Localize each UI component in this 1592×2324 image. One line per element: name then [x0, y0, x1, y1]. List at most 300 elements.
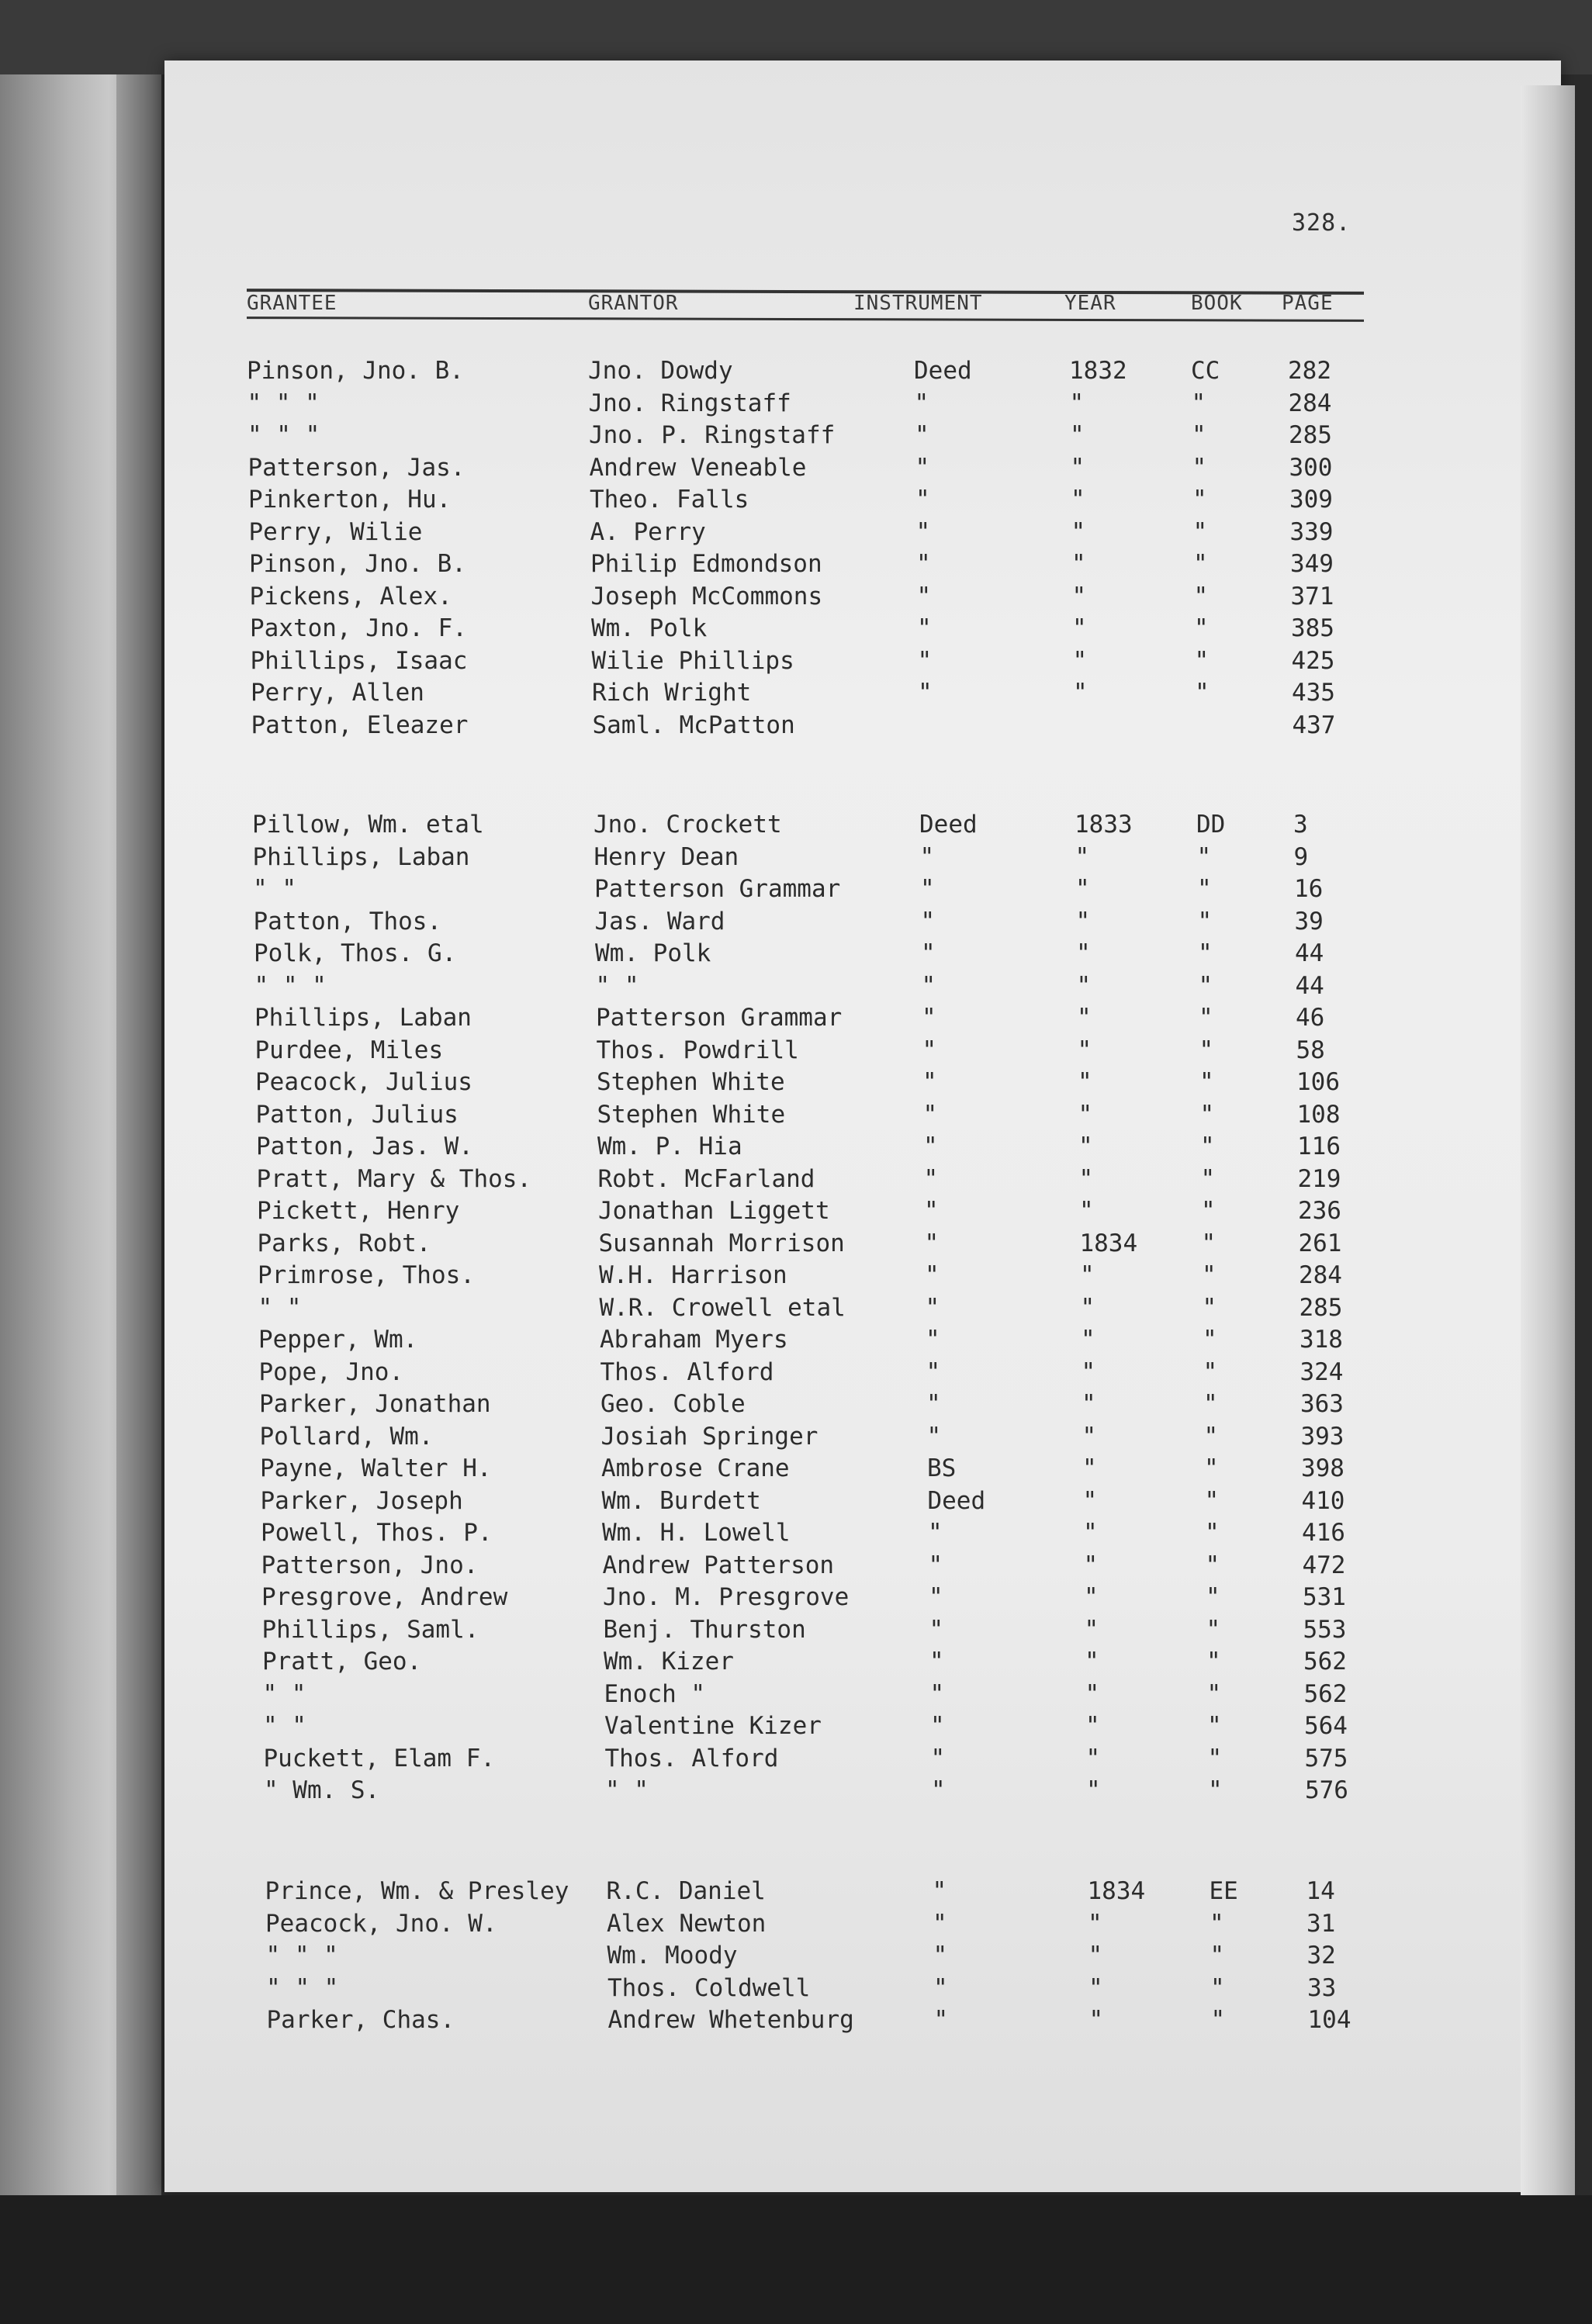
year-cell: " [1078, 1100, 1093, 1129]
header-year: YEAR [1064, 292, 1116, 315]
instrument-cell: " [928, 1551, 943, 1579]
grantor-cell: Rich Wright [591, 679, 752, 707]
instrument-cell: " [925, 1293, 940, 1322]
grantor-cell: Saml. McPatton [592, 711, 795, 739]
grantee-cell: Puckett, Elam F. [263, 1744, 496, 1772]
table-row [16, 1680, 1381, 1713]
grantor-cell: Patterson Grammar [594, 875, 841, 903]
instrument-cell: " [930, 1776, 946, 1804]
header-instrument: INSTRUMENT [853, 292, 983, 315]
instrument-cell: " [915, 453, 930, 482]
book-cell: " [1202, 1293, 1217, 1322]
book-cell: " [1192, 486, 1207, 514]
grantor-cell: Stephen White [597, 1068, 785, 1096]
page-cell: 32 [1306, 1942, 1336, 1970]
book-cell: " [1203, 1454, 1219, 1482]
grantee-cell: " " " [266, 1973, 339, 2002]
page-cell: 575 [1304, 1744, 1348, 1772]
year-cell: " [1078, 1133, 1093, 1160]
grantee-cell: " " [262, 1679, 306, 1708]
year-cell: " [1071, 550, 1086, 578]
instrument-cell: " [927, 1519, 943, 1547]
grantor-cell: Philip Edmondson [590, 550, 822, 578]
book-cell: " [1198, 971, 1213, 1000]
page-cell: 44 [1295, 939, 1324, 967]
grantee-cell: Parks, Robt. [257, 1229, 431, 1257]
year-cell: " [1083, 1583, 1099, 1611]
book-cell: " [1202, 1326, 1217, 1354]
instrument-cell: " [921, 971, 936, 1000]
grantee-cell: " " [253, 875, 297, 903]
grantee-cell: Parker, Joseph [260, 1486, 463, 1515]
page-cell: 576 [1304, 1776, 1348, 1804]
grantor-cell: Thos. Alford [600, 1357, 774, 1386]
page-cell: 562 [1303, 1679, 1348, 1708]
table-row [14, 1551, 1379, 1584]
page-cell: 435 [1291, 679, 1335, 707]
page-cell: 564 [1303, 1712, 1348, 1740]
year-cell: " [1075, 842, 1090, 871]
grantor-cell: Wm. Burdett [601, 1486, 761, 1515]
book-cell: " [1204, 1519, 1220, 1547]
grantee-cell: Peacock, Jno. W. [265, 1909, 497, 1938]
grantor-cell: Jno. P. Ringstaff [588, 421, 836, 449]
grantor-cell: Andrew Patterson [602, 1551, 835, 1579]
table-row [2, 486, 1367, 518]
grantee-cell: Pickens, Alex. [249, 582, 452, 610]
book-cell: " [1197, 875, 1212, 903]
grantor-cell: " " [595, 971, 639, 1000]
page-cell: 284 [1298, 1261, 1342, 1289]
book-cell: " [1200, 1164, 1216, 1193]
page-cell: 339 [1289, 517, 1334, 546]
year-cell: " [1082, 1519, 1098, 1547]
page-cell: 324 [1300, 1357, 1344, 1386]
instrument-cell: " [916, 582, 932, 610]
year-cell: " [1079, 1261, 1095, 1289]
header-grantor: GRANTOR [588, 292, 679, 315]
instrument-cell: " [923, 1164, 939, 1193]
year-cell: " [1077, 1004, 1092, 1032]
grantee-cell: " " " [247, 389, 320, 417]
table-row [2, 518, 1367, 551]
instrument-cell: " [929, 1679, 945, 1708]
book-cell: " [1206, 1615, 1221, 1644]
year-cell: " [1080, 1293, 1095, 1322]
grantor-cell: Jonathan Liggett [597, 1197, 830, 1225]
table-row [9, 1133, 1375, 1165]
grantor-cell: W.H. Harrison [598, 1261, 787, 1289]
grantor-cell: Theo. Falls [589, 486, 749, 514]
year-cell: " [1076, 971, 1092, 1000]
page-cell: 285 [1288, 421, 1332, 449]
book-cell: " [1210, 1942, 1225, 1970]
table-row [9, 1101, 1375, 1133]
instrument-cell: " [922, 1004, 936, 1032]
table-row [16, 1712, 1382, 1745]
grantee-cell: Patterson, Jas. [247, 453, 465, 482]
grantor-cell: Andrew Veneable [589, 453, 807, 482]
grantee-cell: " " " [247, 421, 320, 449]
grantee-cell: Purdee, Miles [254, 1036, 444, 1064]
instrument-cell: " [920, 875, 935, 903]
table-row [6, 843, 1372, 876]
book-cell: " [1191, 421, 1206, 449]
page-cell: 398 [1300, 1454, 1345, 1482]
year-cell: " [1077, 1036, 1092, 1064]
year-cell: 1833 [1075, 811, 1133, 839]
page-cell: 284 [1288, 389, 1332, 417]
book-cell: " [1207, 1776, 1223, 1804]
table-row [19, 1877, 1384, 1910]
table-row [1, 454, 1366, 486]
book-cell: " [1193, 582, 1209, 610]
year-cell: " [1085, 1712, 1100, 1740]
grantee-cell: Perry, Wilie [248, 517, 423, 546]
instrument-cell: " [928, 1583, 943, 1611]
table-row [13, 1487, 1379, 1520]
grantee-cell: Parker, Chas. [266, 2006, 455, 2034]
page-cell: 562 [1303, 1648, 1347, 1676]
grantee-cell: Phillips, Laban [252, 842, 470, 871]
book-cell: " [1203, 1357, 1218, 1386]
instrument-cell: " [922, 1100, 938, 1129]
grantee-cell: Powell, Thos. P. [260, 1519, 493, 1547]
table-row [7, 908, 1372, 940]
year-cell: " [1085, 1744, 1101, 1772]
grantee-cell: Patton, Julius [255, 1100, 459, 1129]
page-cell: 425 [1291, 646, 1335, 675]
book-cell: EE [1209, 1877, 1238, 1905]
year-cell: " [1081, 1357, 1096, 1386]
grantee-cell: Polk, Thos. G. [254, 939, 457, 967]
grantor-cell: Wm. Polk [595, 939, 711, 967]
table-row [16, 1745, 1382, 1777]
table-row [9, 1036, 1374, 1069]
table-row [11, 1261, 1376, 1294]
grantor-cell: Abraham Myers [599, 1326, 788, 1354]
year-cell: " [1078, 1197, 1094, 1225]
instrument-cell: " [919, 842, 935, 871]
table-row [15, 1583, 1380, 1616]
year-cell: " [1069, 389, 1085, 417]
book-cell: " [1206, 1679, 1222, 1708]
table-row [8, 972, 1373, 1005]
book-cell: " [1200, 1133, 1215, 1160]
page-cell: 14 [1306, 1877, 1335, 1905]
table-row [19, 1942, 1385, 1974]
instrument-cell: " [914, 389, 929, 417]
table-row [9, 1068, 1374, 1101]
book-cell: " [1201, 1261, 1216, 1289]
year-cell: " [1072, 646, 1088, 675]
book-cell: " [1196, 842, 1212, 871]
year-cell: " [1080, 1326, 1095, 1354]
year-cell: " [1075, 907, 1091, 935]
table-row [4, 711, 1369, 744]
instrument-cell: " [916, 614, 932, 642]
page-cell: 416 [1301, 1519, 1345, 1547]
instrument-cell: " [929, 1615, 944, 1644]
grantor-cell: Thos. Alford [604, 1744, 779, 1772]
grantor-cell: Wm. P. Hia [597, 1133, 742, 1160]
year-cell: " [1084, 1648, 1099, 1676]
instrument-cell: " [929, 1712, 945, 1740]
instrument-cell: " [930, 1744, 946, 1772]
table-row [7, 939, 1372, 972]
grantor-cell: Wilie Phillips [591, 646, 794, 675]
book-cell: " [1193, 614, 1209, 642]
year-cell: 1834 [1087, 1877, 1146, 1905]
book-cell: " [1210, 1909, 1224, 1938]
page-cell: 3 [1293, 811, 1308, 839]
table-row [9, 1165, 1375, 1198]
book-cell: " [1198, 939, 1213, 967]
year-cell: " [1070, 453, 1085, 482]
grantee-cell: Pinson, Jno. B. [247, 357, 464, 385]
year-cell: " [1081, 1390, 1096, 1418]
instrument-cell: " [932, 1877, 947, 1905]
grantor-cell: Valentine Kizer [604, 1712, 822, 1740]
instrument-cell: " [917, 679, 933, 707]
book-cell: " [1203, 1390, 1218, 1418]
instrument-cell: " [922, 1036, 937, 1064]
instrument-cell: Deed [919, 811, 978, 839]
page-cell: 371 [1290, 582, 1334, 610]
grantee-cell: Prince, Wm. & Presley [265, 1877, 569, 1905]
book-cell: " [1205, 1551, 1220, 1579]
table-row [12, 1326, 1377, 1358]
instrument-cell: " [933, 1909, 947, 1938]
table-row [10, 1229, 1376, 1262]
instrument-cell: " [921, 939, 936, 967]
instrument-cell: " [922, 1068, 937, 1096]
instrument-cell: " [923, 1197, 939, 1225]
grantee-cell: Pinkerton, Hu. [247, 486, 452, 514]
page-cell: 285 [1299, 1293, 1343, 1322]
instrument-cell: Deed [914, 357, 972, 385]
grantor-cell: A. Perry [590, 517, 706, 546]
table-row [14, 1519, 1379, 1551]
page-cell: 318 [1299, 1326, 1343, 1354]
instrument-cell: " [915, 550, 931, 578]
grantor-cell: Thos. Coldwell [607, 1973, 811, 2002]
book-cell: " [1191, 389, 1206, 417]
table-row [17, 1776, 1383, 1809]
page-cell: 282 [1288, 357, 1331, 385]
page-cell: 393 [1300, 1422, 1345, 1451]
grantee-cell: Pickett, Henry [256, 1197, 460, 1225]
year-cell: " [1075, 875, 1090, 903]
table-row [11, 1294, 1376, 1326]
grantor-cell: Andrew Whetenburg [607, 2006, 854, 2034]
book-cell: " [1199, 1100, 1215, 1129]
book-cell: " [1205, 1583, 1220, 1611]
grantor-cell: Wm. Kizer [603, 1648, 734, 1676]
instrument-cell: " [926, 1390, 941, 1418]
year-cell: " [1085, 1776, 1101, 1804]
book-cell: " [1199, 1068, 1214, 1096]
page-cell: 44 [1295, 971, 1324, 1000]
table-row [13, 1454, 1379, 1487]
page-cell: 410 [1301, 1486, 1345, 1515]
instrument-cell: " [926, 1422, 942, 1451]
book-cell: " [1206, 1648, 1221, 1676]
grantee-cell: Primrose, Thos. [257, 1261, 475, 1289]
book-cell: " [1206, 1712, 1222, 1740]
page-cell: 46 [1296, 1004, 1325, 1032]
grantor-cell: Stephen White [597, 1100, 786, 1129]
page-cell: 531 [1302, 1583, 1346, 1611]
book-cell: " [1204, 1486, 1220, 1515]
page-cell: 33 [1307, 1973, 1337, 2002]
grantor-cell: Benj. Thurston [603, 1615, 806, 1644]
table-row [0, 389, 1365, 422]
book-cell: " [1199, 1004, 1213, 1032]
table-row [16, 1648, 1381, 1680]
grantor-cell: Susannah Morrison [598, 1229, 845, 1257]
table-row [2, 550, 1368, 583]
grantee-cell: Pratt, Mary & Thos. [256, 1164, 532, 1193]
page-cell: 385 [1290, 614, 1334, 642]
year-cell: 1832 [1069, 357, 1127, 385]
book-cell: " [1197, 907, 1213, 935]
grantor-cell: Wm. H. Lowell [601, 1519, 791, 1547]
year-cell: " [1088, 1942, 1103, 1970]
grantee-cell: Phillips, Saml. [261, 1615, 479, 1644]
instrument-cell: " [917, 646, 933, 675]
year-cell: " [1085, 1679, 1100, 1708]
page-cell: 31 [1306, 1909, 1336, 1938]
grantee-cell: Pollard, Wm. [259, 1422, 434, 1451]
grantee-cell: Patton, Eleazer [251, 711, 469, 739]
instrument-cell: " [924, 1261, 940, 1289]
grantor-cell: " " [604, 1776, 649, 1804]
book-cell: CC [1191, 357, 1220, 385]
table-row [12, 1390, 1378, 1423]
table-row [5, 811, 1371, 843]
grantee-cell: Pinson, Jno. B. [248, 550, 466, 578]
book-cell: " [1192, 517, 1208, 546]
instrument-cell: BS [926, 1454, 957, 1482]
table-row [4, 679, 1369, 711]
grantor-cell: Jno. Dowdy [588, 357, 733, 385]
grantee-cell: Perry, Allen [250, 679, 424, 707]
grantee-cell: Patton, Jas. W. [256, 1133, 473, 1160]
table-row [19, 1974, 1385, 2007]
page-cell: 363 [1300, 1390, 1344, 1418]
grantee-cell: " Wm. S. [263, 1776, 380, 1804]
grantee-cell: " " [262, 1712, 306, 1740]
grantee-cell: Patton, Thos. [253, 907, 442, 935]
book-cell: " [1194, 646, 1210, 675]
grantor-cell: Jno. M. Presgrove [602, 1583, 850, 1611]
book-cell: " [1192, 550, 1208, 578]
grantee-cell: Peacock, Julius [255, 1068, 472, 1096]
page-cell: 39 [1294, 907, 1324, 935]
table-row [6, 875, 1372, 908]
year-cell: " [1088, 1909, 1102, 1938]
year-cell: " [1082, 1454, 1097, 1482]
year-cell: " [1082, 1486, 1098, 1515]
grantee-cell: " " [258, 1293, 302, 1322]
grantee-cell: Phillips, Laban [254, 1004, 472, 1032]
page-cell: 9 [1293, 842, 1309, 871]
instrument-cell: " [933, 1942, 948, 1970]
grantor-cell: Wm. Polk [590, 614, 708, 642]
grantor-cell: W.R. Crowell etal [599, 1293, 846, 1322]
year-cell: " [1071, 517, 1086, 546]
header-grantee: GRANTEE [247, 292, 337, 315]
grantee-cell: Pope, Jno. [258, 1357, 404, 1386]
year-cell: " [1078, 1068, 1092, 1096]
book-cell: DD [1196, 811, 1226, 839]
instrument-cell: " [929, 1648, 944, 1676]
grantor-cell: Joseph McCommons [590, 582, 823, 610]
page-cell: 236 [1297, 1197, 1341, 1225]
grantee-cell: " " " [254, 971, 327, 1000]
page-cell: 261 [1298, 1229, 1342, 1257]
grantor-cell: R.C. Daniel [606, 1877, 766, 1905]
grantee-cell: " " " [265, 1942, 338, 1970]
page-cell: 108 [1296, 1100, 1341, 1129]
instrument-cell: " [923, 1133, 938, 1160]
table-row [19, 1910, 1384, 1942]
book-cell: " [1207, 1744, 1223, 1772]
grantee-cell: Payne, Walter H. [259, 1454, 492, 1482]
table-row [3, 614, 1369, 647]
year-cell: " [1071, 614, 1087, 642]
page-cell: 553 [1303, 1615, 1347, 1644]
year-cell: " [1088, 2006, 1104, 2034]
instrument-cell: Deed [927, 1486, 986, 1515]
year-cell: 1834 [1079, 1229, 1138, 1257]
book-cell: " [1192, 453, 1207, 482]
page-cell: 116 [1297, 1133, 1341, 1160]
grantor-cell: Josiah Springer [600, 1422, 818, 1451]
page-cell: 472 [1302, 1551, 1346, 1579]
page-cell: 300 [1289, 453, 1333, 482]
book-cell: " [1199, 1036, 1214, 1064]
book-cell: " [1194, 679, 1210, 707]
page-cell: 437 [1292, 711, 1336, 739]
year-cell: " [1088, 1973, 1103, 2002]
year-cell: " [1076, 939, 1091, 967]
table-row [2, 583, 1368, 615]
grantor-cell: Jno. Ringstaff [588, 389, 791, 417]
page-cell: 219 [1297, 1164, 1341, 1193]
header-book: BOOK [1191, 292, 1243, 315]
year-cell: " [1084, 1615, 1099, 1644]
grantee-cell: Pratt, Geo. [261, 1648, 422, 1676]
year-cell: " [1078, 1164, 1094, 1193]
table-row [12, 1358, 1377, 1391]
grantor-cell: Patterson Grammar [596, 1004, 843, 1032]
grantee-cell: Pepper, Wm. [258, 1326, 418, 1354]
year-cell: " [1070, 486, 1085, 514]
grantor-cell: Ambrose Crane [600, 1454, 790, 1482]
instrument-cell: " [926, 1357, 941, 1386]
page-cell: 16 [1294, 875, 1324, 903]
page-edge [1521, 85, 1575, 2195]
grantor-cell: Geo. Coble [600, 1390, 746, 1418]
grantor-cell: Robt. McFarland [597, 1164, 815, 1193]
grantor-cell: Henry Dean [594, 842, 739, 871]
table-row [20, 2006, 1386, 2039]
table-row [1, 421, 1366, 454]
book-cell: " [1210, 2006, 1226, 2034]
grantor-cell: Jas. Ward [594, 907, 725, 935]
